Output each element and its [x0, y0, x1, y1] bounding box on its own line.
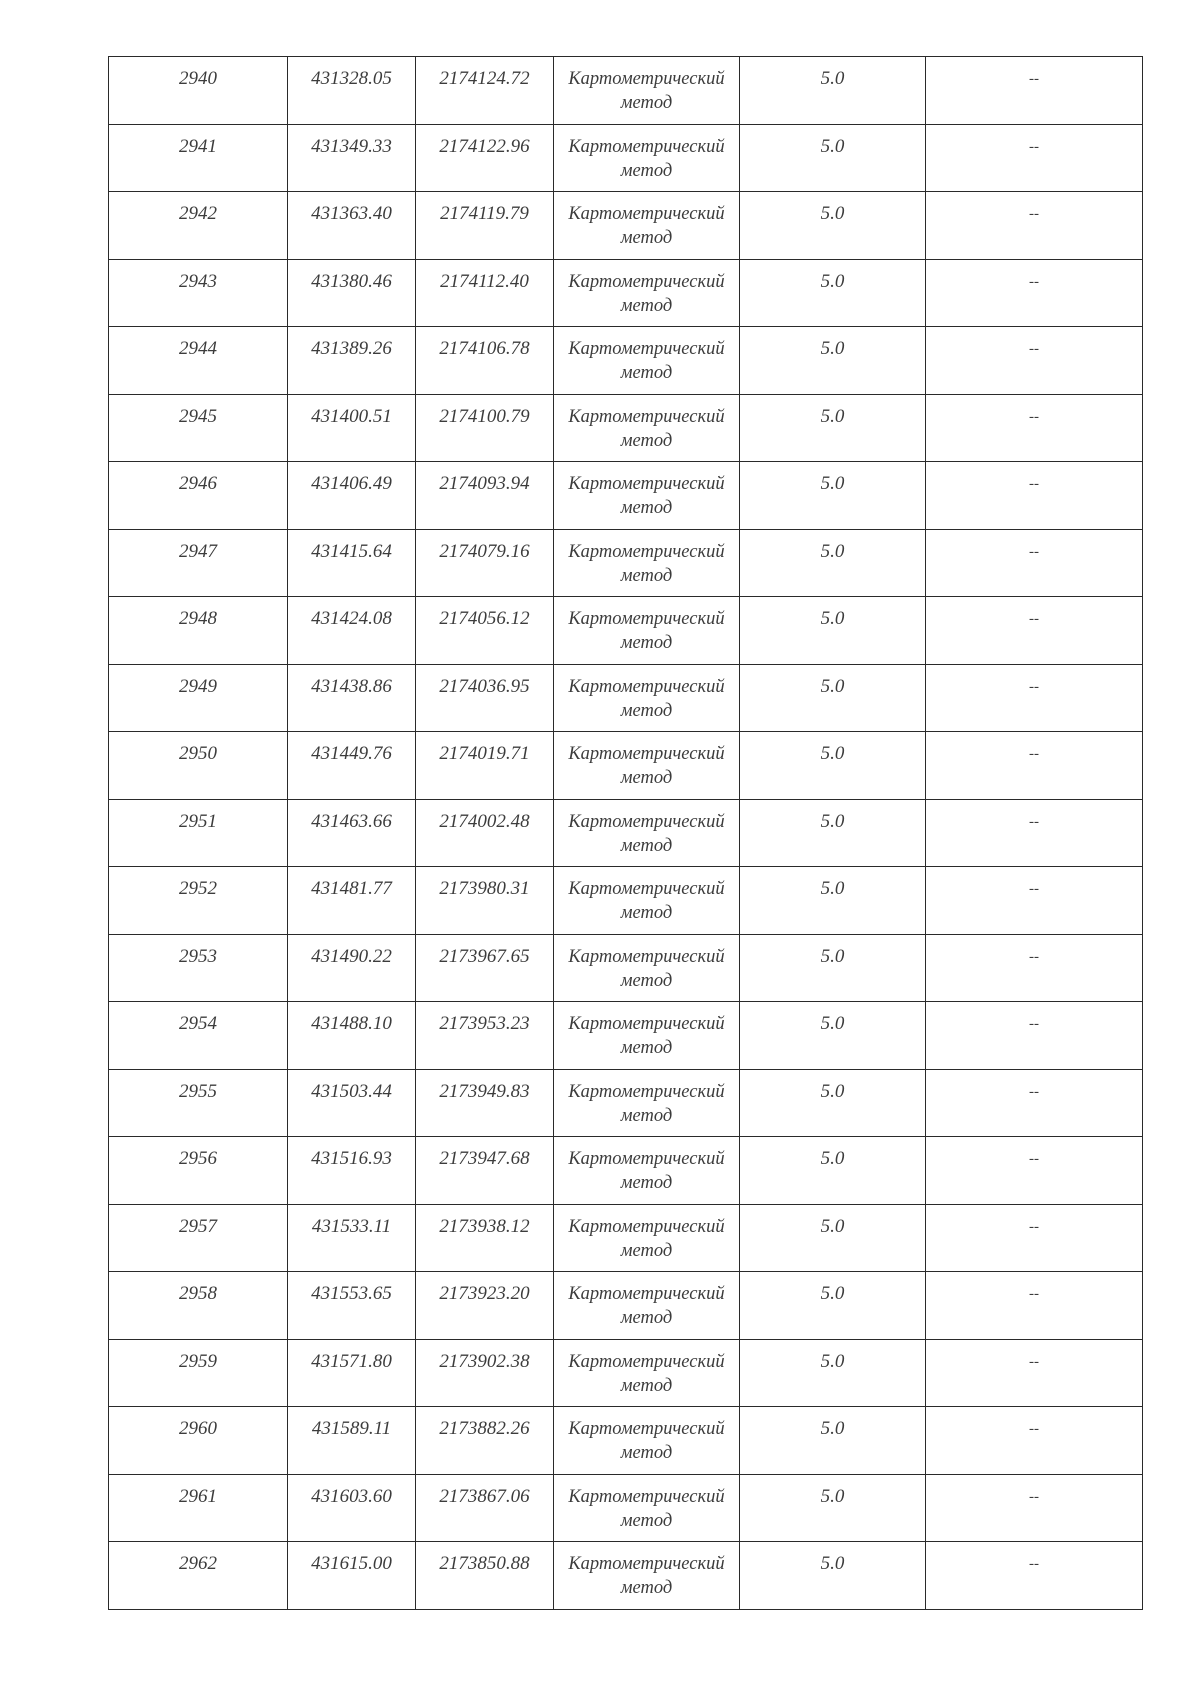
y-coordinate-cell: 2173947.68 [416, 1137, 554, 1205]
method-cell: Картометрический метод [554, 259, 740, 327]
table-row [109, 1002, 1143, 1070]
method-cell: Картометрический метод [554, 1339, 740, 1407]
point-number-cell: 2961 [109, 1474, 288, 1542]
note-cell: -- [926, 867, 1143, 935]
y-coordinate-cell: 2174106.78 [416, 327, 554, 395]
method-cell: Картометрический метод [554, 327, 740, 395]
table-row [109, 664, 1143, 732]
accuracy-cell: 5.0 [740, 934, 926, 1002]
x-coordinate-cell: 431533.11 [288, 1204, 416, 1272]
x-coordinate-cell: 431603.60 [288, 1474, 416, 1542]
accuracy-cell: 5.0 [740, 57, 926, 125]
point-number-cell: 2955 [109, 1069, 288, 1137]
y-coordinate-cell: 2173902.38 [416, 1339, 554, 1407]
method-cell: Картометрический метод [554, 867, 740, 935]
point-number-cell: 2940 [109, 57, 288, 125]
method-cell: Картометрический метод [554, 462, 740, 530]
accuracy-cell: 5.0 [740, 1407, 926, 1475]
accuracy-cell: 5.0 [740, 124, 926, 192]
y-coordinate-cell: 2174036.95 [416, 664, 554, 732]
note-cell: -- [926, 799, 1143, 867]
method-cell: Картометрический метод [554, 57, 740, 125]
note-cell: -- [926, 1272, 1143, 1340]
x-coordinate-cell: 431438.86 [288, 664, 416, 732]
coordinates-table [108, 56, 1143, 1610]
point-number-cell: 2944 [109, 327, 288, 395]
y-coordinate-cell: 2173850.88 [416, 1542, 554, 1610]
x-coordinate-cell: 431553.65 [288, 1272, 416, 1340]
x-coordinate-cell: 431481.77 [288, 867, 416, 935]
x-coordinate-cell: 431571.80 [288, 1339, 416, 1407]
point-number-cell: 2951 [109, 799, 288, 867]
accuracy-cell: 5.0 [740, 1542, 926, 1610]
table-row [109, 732, 1143, 800]
point-number-cell: 2950 [109, 732, 288, 800]
note-cell: -- [926, 1137, 1143, 1205]
y-coordinate-cell: 2173953.23 [416, 1002, 554, 1070]
table-row [109, 124, 1143, 192]
point-number-cell: 2954 [109, 1002, 288, 1070]
table-row [109, 1272, 1143, 1340]
y-coordinate-cell: 2174100.79 [416, 394, 554, 462]
point-number-cell: 2947 [109, 529, 288, 597]
note-cell: -- [926, 934, 1143, 1002]
table-row [109, 597, 1143, 665]
x-coordinate-cell: 431406.49 [288, 462, 416, 530]
method-cell: Картометрический метод [554, 1542, 740, 1610]
table-row [109, 799, 1143, 867]
y-coordinate-cell: 2174112.40 [416, 259, 554, 327]
y-coordinate-cell: 2174119.79 [416, 192, 554, 260]
x-coordinate-cell: 431615.00 [288, 1542, 416, 1610]
method-cell: Картометрический метод [554, 1272, 740, 1340]
x-coordinate-cell: 431490.22 [288, 934, 416, 1002]
method-cell: Картометрический метод [554, 1407, 740, 1475]
point-number-cell: 2948 [109, 597, 288, 665]
point-number-cell: 2959 [109, 1339, 288, 1407]
table-row [109, 1474, 1143, 1542]
note-cell: -- [926, 394, 1143, 462]
note-cell: -- [926, 1542, 1143, 1610]
y-coordinate-cell: 2174124.72 [416, 57, 554, 125]
method-cell: Картометрический метод [554, 192, 740, 260]
y-coordinate-cell: 2173980.31 [416, 867, 554, 935]
y-coordinate-cell: 2173923.20 [416, 1272, 554, 1340]
y-coordinate-cell: 2174019.71 [416, 732, 554, 800]
y-coordinate-cell: 2174122.96 [416, 124, 554, 192]
note-cell: -- [926, 462, 1143, 530]
note-cell: -- [926, 259, 1143, 327]
accuracy-cell: 5.0 [740, 1137, 926, 1205]
accuracy-cell: 5.0 [740, 1002, 926, 1070]
x-coordinate-cell: 431424.08 [288, 597, 416, 665]
point-number-cell: 2953 [109, 934, 288, 1002]
x-coordinate-cell: 431380.46 [288, 259, 416, 327]
table-row [109, 867, 1143, 935]
point-number-cell: 2957 [109, 1204, 288, 1272]
method-cell: Картометрический метод [554, 1474, 740, 1542]
point-number-cell: 2946 [109, 462, 288, 530]
accuracy-cell: 5.0 [740, 1204, 926, 1272]
x-coordinate-cell: 431589.11 [288, 1407, 416, 1475]
accuracy-cell: 5.0 [740, 1069, 926, 1137]
note-cell: -- [926, 664, 1143, 732]
point-number-cell: 2943 [109, 259, 288, 327]
x-coordinate-cell: 431389.26 [288, 327, 416, 395]
y-coordinate-cell: 2173882.26 [416, 1407, 554, 1475]
accuracy-cell: 5.0 [740, 327, 926, 395]
accuracy-cell: 5.0 [740, 732, 926, 800]
x-coordinate-cell: 431463.66 [288, 799, 416, 867]
method-cell: Картометрический метод [554, 1137, 740, 1205]
y-coordinate-cell: 2174056.12 [416, 597, 554, 665]
method-cell: Картометрический метод [554, 1069, 740, 1137]
note-cell: -- [926, 1407, 1143, 1475]
table-row [109, 57, 1143, 125]
accuracy-cell: 5.0 [740, 1272, 926, 1340]
point-number-cell: 2962 [109, 1542, 288, 1610]
point-number-cell: 2956 [109, 1137, 288, 1205]
note-cell: -- [926, 1474, 1143, 1542]
x-coordinate-cell: 431400.51 [288, 394, 416, 462]
method-cell: Картометрический метод [554, 394, 740, 462]
note-cell: -- [926, 192, 1143, 260]
method-cell: Картометрический метод [554, 732, 740, 800]
table-row [109, 462, 1143, 530]
note-cell: -- [926, 1339, 1143, 1407]
note-cell: -- [926, 124, 1143, 192]
accuracy-cell: 5.0 [740, 867, 926, 935]
accuracy-cell: 5.0 [740, 529, 926, 597]
y-coordinate-cell: 2173949.83 [416, 1069, 554, 1137]
point-number-cell: 2960 [109, 1407, 288, 1475]
note-cell: -- [926, 1204, 1143, 1272]
method-cell: Картометрический метод [554, 934, 740, 1002]
x-coordinate-cell: 431415.64 [288, 529, 416, 597]
accuracy-cell: 5.0 [740, 597, 926, 665]
note-cell: -- [926, 529, 1143, 597]
point-number-cell: 2941 [109, 124, 288, 192]
table-row [109, 1137, 1143, 1205]
accuracy-cell: 5.0 [740, 192, 926, 260]
method-cell: Картометрический метод [554, 529, 740, 597]
table-row [109, 192, 1143, 260]
x-coordinate-cell: 431516.93 [288, 1137, 416, 1205]
accuracy-cell: 5.0 [740, 1339, 926, 1407]
accuracy-cell: 5.0 [740, 1474, 926, 1542]
accuracy-cell: 5.0 [740, 664, 926, 732]
method-cell: Картометрический метод [554, 124, 740, 192]
method-cell: Картометрический метод [554, 597, 740, 665]
y-coordinate-cell: 2173867.06 [416, 1474, 554, 1542]
note-cell: -- [926, 57, 1143, 125]
table-row [109, 327, 1143, 395]
note-cell: -- [926, 327, 1143, 395]
y-coordinate-cell: 2174093.94 [416, 462, 554, 530]
accuracy-cell: 5.0 [740, 462, 926, 530]
x-coordinate-cell: 431363.40 [288, 192, 416, 260]
point-number-cell: 2952 [109, 867, 288, 935]
table-row [109, 1069, 1143, 1137]
accuracy-cell: 5.0 [740, 799, 926, 867]
note-cell: -- [926, 1069, 1143, 1137]
point-number-cell: 2958 [109, 1272, 288, 1340]
accuracy-cell: 5.0 [740, 259, 926, 327]
table-row [109, 1339, 1143, 1407]
table-row [109, 1542, 1143, 1610]
method-cell: Картометрический метод [554, 1002, 740, 1070]
note-cell: -- [926, 732, 1143, 800]
y-coordinate-cell: 2174002.48 [416, 799, 554, 867]
x-coordinate-cell: 431503.44 [288, 1069, 416, 1137]
table-row [109, 529, 1143, 597]
note-cell: -- [926, 597, 1143, 665]
table-row [109, 394, 1143, 462]
x-coordinate-cell: 431449.76 [288, 732, 416, 800]
note-cell: -- [926, 1002, 1143, 1070]
x-coordinate-cell: 431349.33 [288, 124, 416, 192]
coordinates-table-body [109, 57, 1143, 1610]
table-row [109, 1407, 1143, 1475]
method-cell: Картометрический метод [554, 799, 740, 867]
table-row [109, 259, 1143, 327]
y-coordinate-cell: 2173967.65 [416, 934, 554, 1002]
x-coordinate-cell: 431488.10 [288, 1002, 416, 1070]
point-number-cell: 2942 [109, 192, 288, 260]
table-row [109, 1204, 1143, 1272]
y-coordinate-cell: 2173938.12 [416, 1204, 554, 1272]
accuracy-cell: 5.0 [740, 394, 926, 462]
method-cell: Картометрический метод [554, 664, 740, 732]
point-number-cell: 2945 [109, 394, 288, 462]
x-coordinate-cell: 431328.05 [288, 57, 416, 125]
method-cell: Картометрический метод [554, 1204, 740, 1272]
point-number-cell: 2949 [109, 664, 288, 732]
table-row [109, 934, 1143, 1002]
y-coordinate-cell: 2174079.16 [416, 529, 554, 597]
